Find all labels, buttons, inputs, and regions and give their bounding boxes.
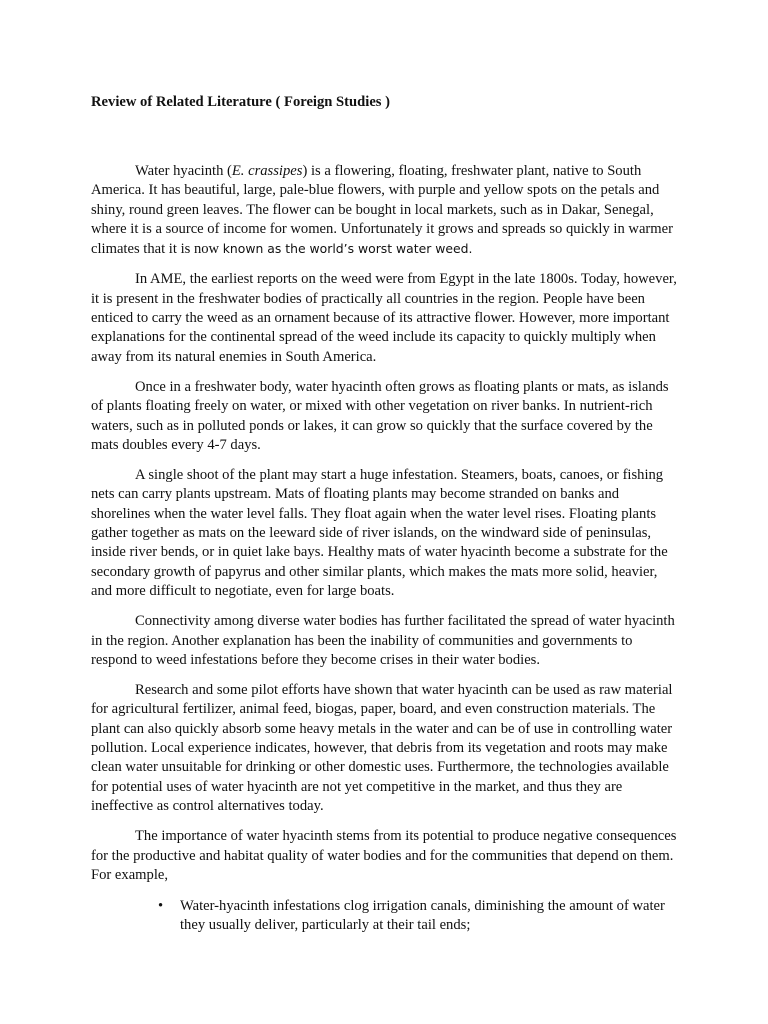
bullet-list — [91, 897, 681, 936]
paragraph-1-text-tail: known as the world’s worst water weed. — [222, 241, 473, 257]
paragraph-3: Once in a freshwater body, water hyacinth often grows as floating plants or mats, as islands of plants floating freely on water, or mixed with other vegetation on river banks. In nutrient-rich waters, such as in polluted ponds or lakes, it can grow so quickly that the surface covered by the mats doubles every 4-7 days. — [91, 378, 669, 453]
document-title: Review of Related Literature ( Foreign Studies ) — [91, 94, 390, 110]
paragraph-1 — [91, 162, 681, 259]
paragraph-1-text-b: ) is a flowering, floating, freshwater plant, native to South America. It has beautiful, large, pale-blue flowers, with purple and yellow spots on the petals and shiny, round green leaves. The flower can be bought in local markets, such as in Dakar, Senegal, where it is a source of income for women. Unfortunately it grows and spreads so quickly in warmer climates that it is now — [91, 163, 673, 258]
paragraph-1-text-a: Water hyacinth ( — [135, 163, 232, 179]
paragraph-2: In AME, the earliest reports on the weed were from Egypt in the late 1800s. Today, however, it is present in the freshwater bodies of practically all countries in the region. People have been enticed to carry the weed as an ornament because of its attractive flower. However, more important explanations for the continental spread of the weed include its capacity to quickly multiply when away from its natural enemies in South America. — [91, 271, 677, 365]
bullet-dot-icon: • — [158, 898, 164, 915]
paragraph-5: Connectivity among diverse water bodies has further facilitated the spread of water hyacinth in the region. Another explanation has been the inability of communities and governments to respond to weed infestations before they become crises in their water bodies. — [91, 613, 675, 668]
paragraph-6: Research and some pilot efforts have shown that water hyacinth can be used as raw material for agricultural fertilizer, animal feed, biogas, paper, board, and even construction materials. The plant can also quickly absorb some heavy metals in the water and can be of use in controlling water pollution. Local experience indicates, however, that debris from its vegetation and roots may make clean water unsuitable for drinking or other domestic uses. Furthermore, the technologies available for potential uses of water hyacinth are not yet competitive in the market, and thus they are ineffective as control alternatives today. — [91, 682, 673, 814]
species-name-italic: E. crassipes — [231, 163, 303, 179]
paragraph-4: A single shoot of the plant may start a huge infestation. Steamers, boats, canoes, or fishing nets can carry plants upstream. Mats of floating plants may become stranded on banks and shorelines when the water level falls. They float again when the water level rises. Floating plants gather together as mats on the leeward side of river islands, on the windward side of peninsulas, inside river bends, or in quiet lake bays. Healthy mats of water hyacinth become a substrate for the secondary growth of papyrus and other similar plants, which makes the mats more solid, heavier, and more difficult to negotiate, even for large boats. — [91, 467, 668, 599]
list-item — [91, 897, 681, 936]
paragraph-7: The importance of water hyacinth stems from its potential to produce negative consequences for the productive and habitat quality of water bodies and for the communities that depend on them. For example, — [91, 828, 677, 883]
document-body — [91, 93, 681, 936]
list-item-text: Water-hyacinth infestations clog irrigation canals, diminishing the amount of water they usually deliver, particularly at their tail ends; — [180, 898, 665, 934]
